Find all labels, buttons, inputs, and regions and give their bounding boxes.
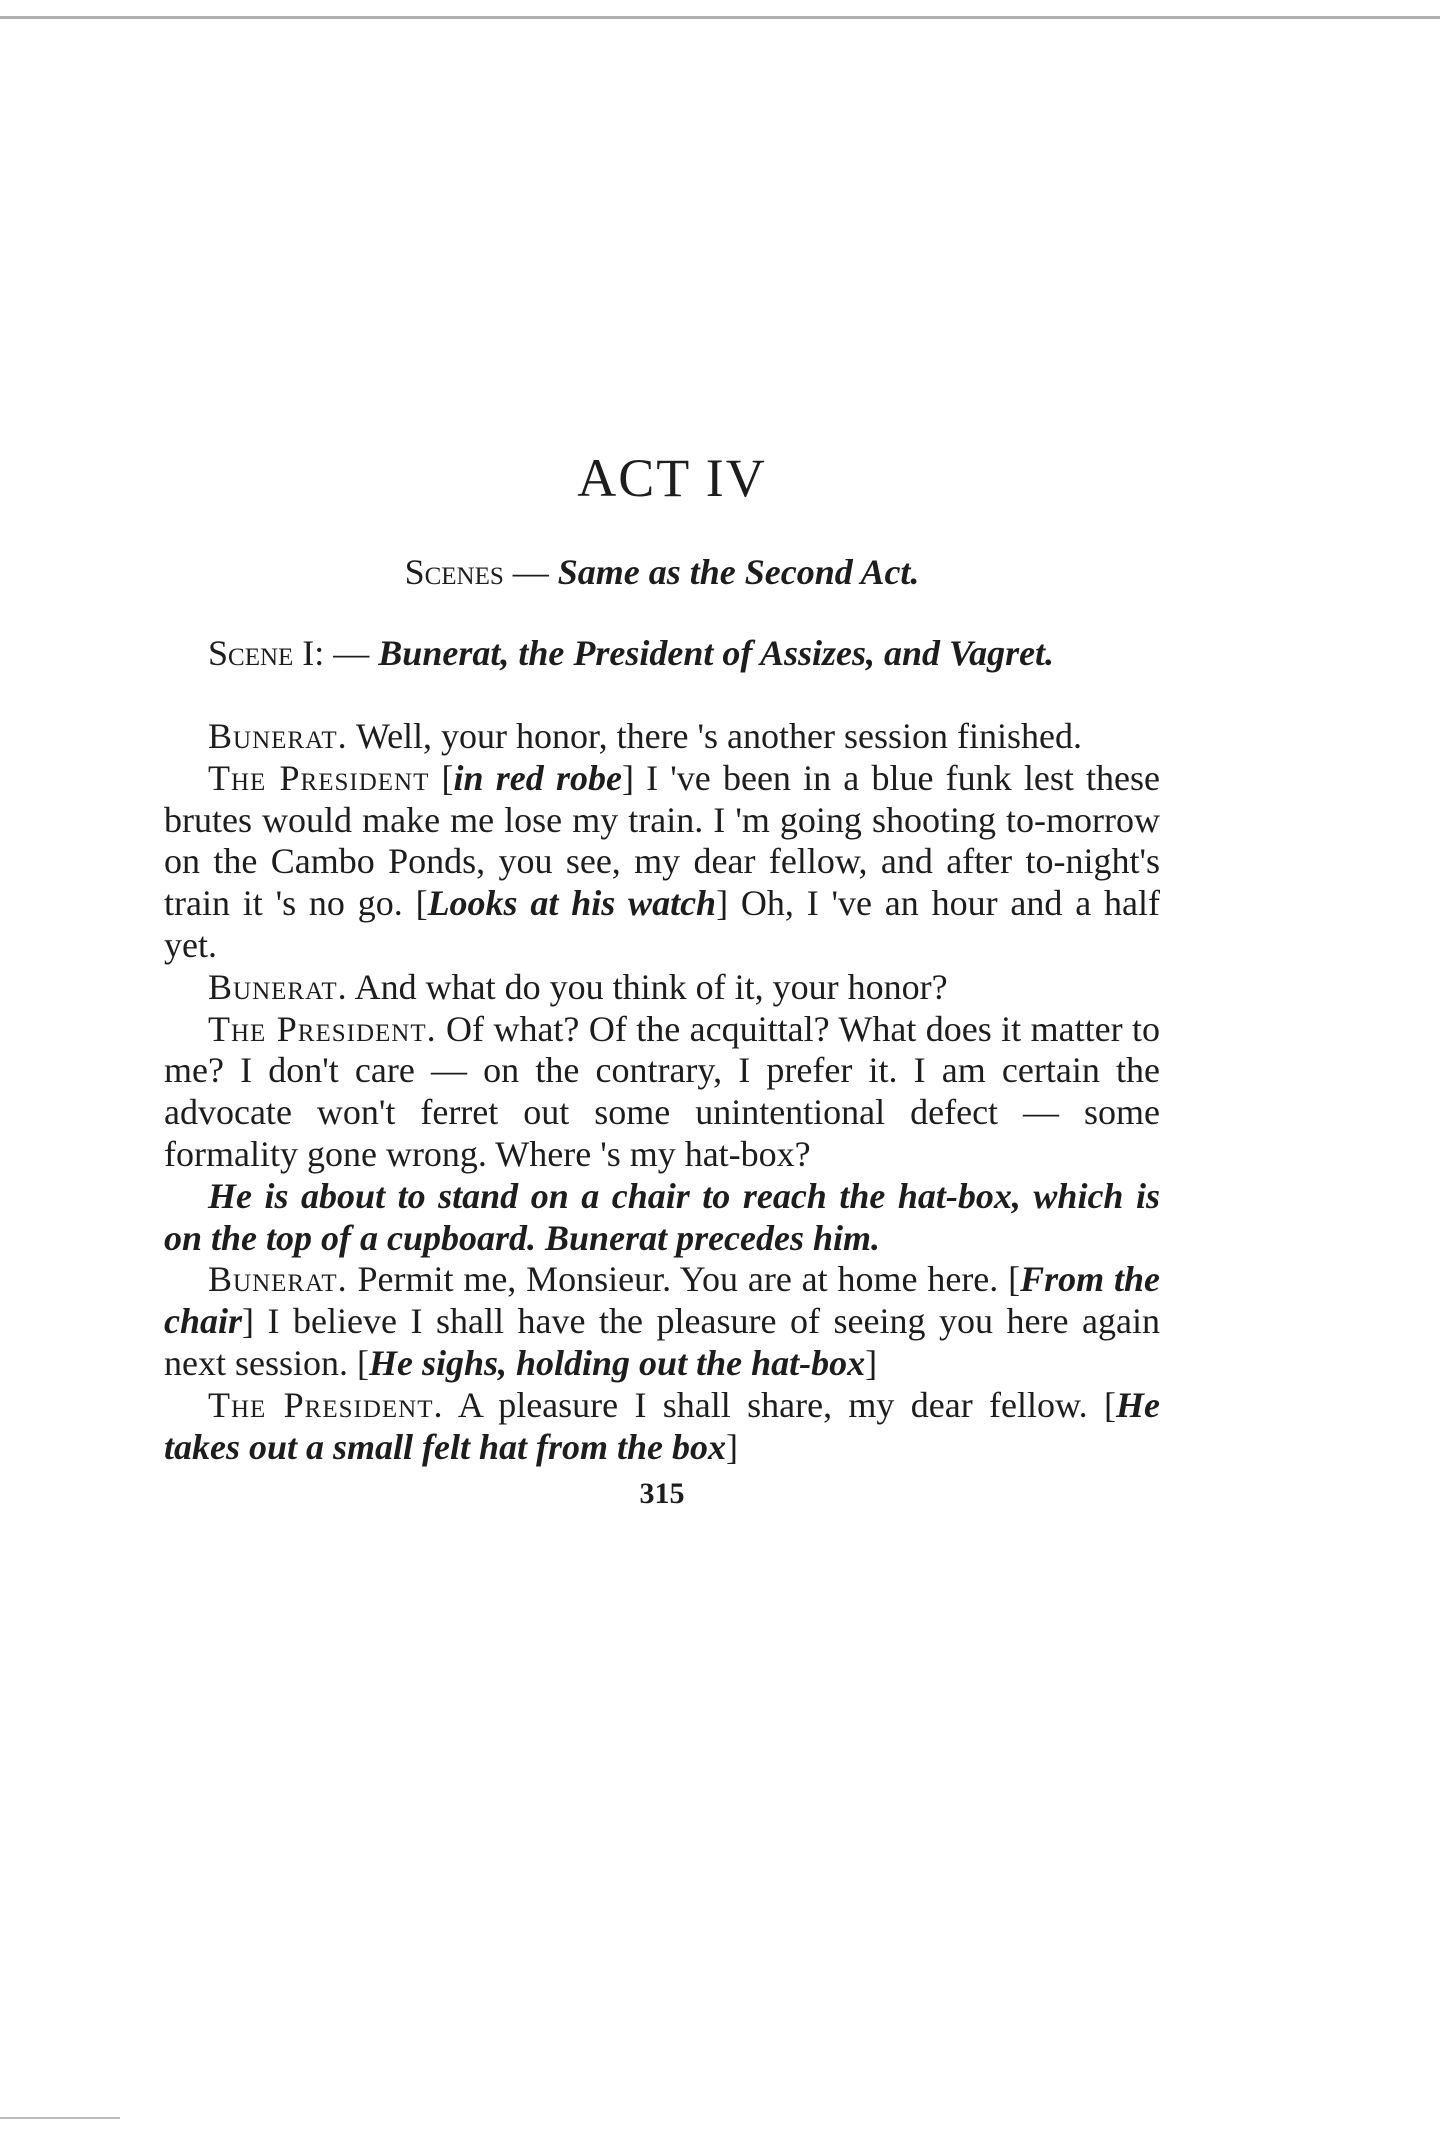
stage-direction: He is about to stand on a chair to reach the hat-box, which is on the top of a cupboard. Bunerat precedes him. — [164, 1175, 1160, 1258]
scenes-dash: — — [503, 552, 558, 592]
act-title: ACT IV — [577, 448, 767, 508]
speech-text: A pleasure I shall share, my dear fellow. [ — [443, 1384, 1117, 1425]
speaker-name: Bunerat. — [208, 716, 348, 756]
scene-heading — [164, 632, 1160, 674]
speaker-name: The President. — [208, 1008, 437, 1049]
bottom-scan-rule — [0, 2117, 120, 2119]
speech-text: ] I 've been in a blue funk lest these brutes would make me lose my train. I 'm going shooting to-morrow on the Cambo Ponds, you see, my dear fellow, and after to-night's train it 's no go. [ — [164, 757, 1160, 924]
dialogue-paragraph-4 — [164, 1009, 1160, 1176]
page-number: 315 — [639, 1477, 685, 1511]
scenes-label: Scenes — [404, 552, 504, 592]
scenes-line — [164, 550, 1160, 594]
dialogue-paragraph-2 — [164, 758, 1160, 967]
speaker-name: Bunerat. — [208, 1259, 348, 1300]
scene-label: Scene — [208, 633, 294, 673]
speaker-name: The President — [208, 757, 430, 798]
scenes-text: Same as the Second Act. — [557, 552, 920, 592]
speech-text: And what do you think of it, your honor? — [347, 966, 948, 1007]
stage-direction-inline: He sighs, holding out the hat-box — [368, 1342, 866, 1383]
speech-text: Permit me, Monsieur. You are at home here. [ — [347, 1259, 1021, 1300]
stage-direction-inline: He takes out a small felt hat from the box — [164, 1384, 1160, 1467]
stage-direction-inline: From the chair — [164, 1259, 1160, 1342]
speech-text: ] Oh, I 've an hour and a half yet. — [164, 883, 1160, 965]
dialogue-paragraph-3 — [164, 967, 1160, 1009]
speech-text: ] — [726, 1426, 739, 1467]
dialogue-paragraph-6 — [164, 1259, 1160, 1384]
scene-characters: Bunerat, the President of Assizes, and Vagret. — [378, 633, 1055, 673]
book-page — [164, 448, 1160, 1512]
speech-text: ] I believe I shall have the pleasure of seeing you here again next session. [ — [164, 1301, 1160, 1383]
speech-text: Well, your honor, there 's another session finished. — [347, 716, 1082, 756]
speech-text: ] — [865, 1342, 878, 1383]
stage-direction-inline: in red robe — [453, 757, 622, 798]
dialogue — [164, 716, 1160, 1468]
scene-number: I: — — [293, 633, 379, 673]
top-scan-rule — [0, 16, 1440, 19]
speech-text: [ — [429, 757, 454, 798]
speaker-name: Bunerat. — [208, 966, 348, 1007]
dialogue-paragraph-7 — [164, 1385, 1160, 1469]
stage-direction-inline: Looks at his watch — [427, 883, 717, 924]
speech-text: Of what? Of the acquittal? What does it matter to me? I don't care — on the contrary, I prefer it. I am certain the advocate won't ferret out some unintentional defect — some formality gone wrong. Where 's my hat-box? — [164, 1008, 1160, 1174]
dialogue-paragraph-1 — [164, 716, 1160, 758]
speaker-name: The President. — [208, 1384, 444, 1425]
